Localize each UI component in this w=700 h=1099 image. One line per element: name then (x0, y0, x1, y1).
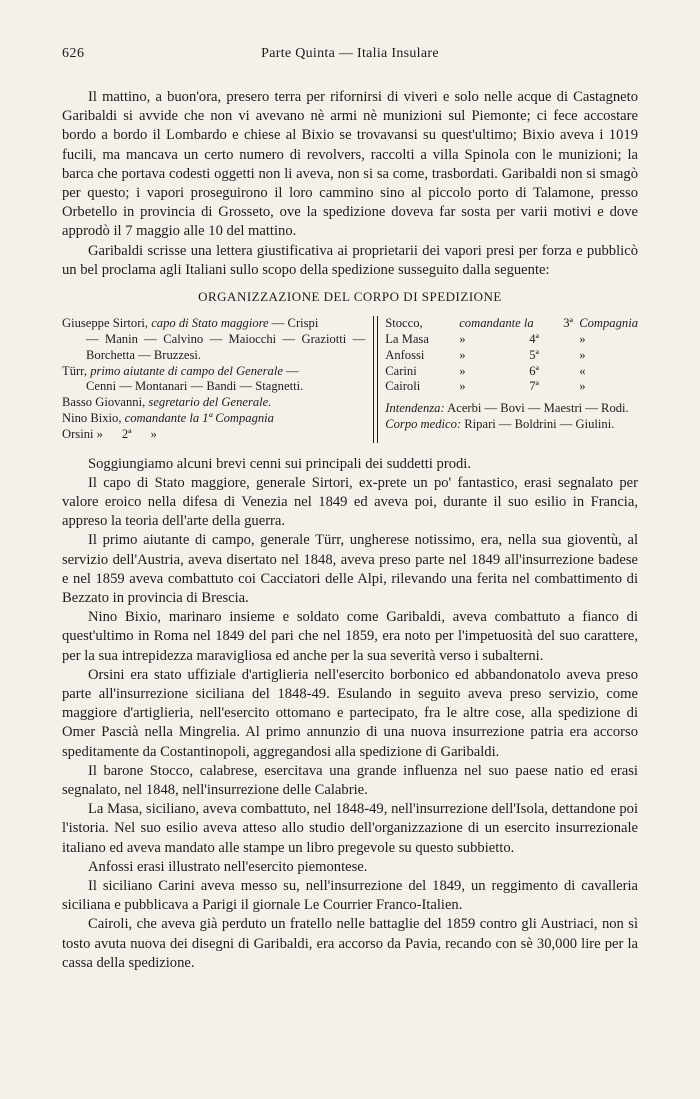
paragraph: Il mattino, a buon'ora, presero terra per rifornirsi di viveri e solo nelle acque di Castagneto Garibaldi si avvide che non vi avevano nè armi nè munizioni sul Piemonte; ci fece accostare bordo a bordo il Lombardo e chiese al Bixio se trovavansi su quest'ultimo; Bixio aveva i 1019 fucili, ma mancava un certo numero di revolvers, raccolti a villa Spinola con le munizioni; la barca che portava codesti oggetti non li aveva, non si sa come, trasbordati. Garibaldi non si smagò per questo; i vapori proseguirono il loro cammino sino al piccolo porto di Talamone, presso Orbetello in provincia di Grosseto, ove la spedizione doveva far sosta per varii motivi e dove approdò il 7 maggio alle 10 del mattino. (62, 89, 638, 240)
body-text (62, 88, 638, 973)
paragraph: Il barone Stocco, calabrese, esercitava una grande influenza nel suo paese natio ed erasi segnalato, nel 1848, nell'insurrezione delle Calabrie. (62, 762, 638, 799)
company-row: Anfossi » 5ª » (385, 347, 586, 362)
table-right-column (385, 316, 638, 442)
paragraph: Cairoli, che aveva già perduto un fratello nelle battaglie del 1859 contro gli Austriaci, non sì tosto avuta nuova dei disegni di Garibaldi, era accorso da Pavia, recando con sè 30,000 lire per la cassa della spedizione. (62, 916, 638, 971)
paragraph: Orsini era stato uffiziale d'artiglieria nell'esercito borbonico ed abbandonatolo aveva preso parte all'insurrezione siciliana del 1848-49. Esulando in seguito aveva preso servizio, come maggiore d'artiglieria, nell'esercito ottomano e partecipato, fra le altre cose, alla spedizione di Omer Pascià nella Mingrelia. Al primo annunzio di una nuova insurrezione patria era accorso speditamente da Costantinopoli, aggregandosi alla spedizione di Garibaldi. (62, 666, 638, 760)
table-entry: Nino Bixio, comandante la 1ª Compagnia (62, 411, 274, 426)
company-row: Stocco, comandante la 3ª Compagnia (385, 316, 638, 331)
table-entry: Türr, primo aiutante di campo del Generale — Cenni — Montanari — Bandi — Stagnetti. (62, 363, 304, 394)
company-row: La Masa » 4ª » (385, 332, 586, 347)
table-entry: Orsini » 2ª » (62, 426, 157, 441)
page-header (62, 46, 638, 68)
staff-entry: Corpo medico: Ripari — Boldrini — Giulini. (385, 417, 615, 432)
paragraph: Il siciliano Carini aveva messo su, nell'insurrezione del 1849, un reggimento di cavalleria siciliana e pubblicava a Parigi il giornale Le Courrier Franco-Italien. (62, 878, 638, 914)
paragraph: Il primo aiutante di campo, generale Türr, ungherese notissimo, era, nella sua gioventù, al servizio dell'Austria, aveva disertato nel 1848, aveva preso parte nel 1849 all'insurrezione badese e nel 1859 aveva combattuto coi Cacciatori delle Alpi, rilevando una ferita nel combattimento di Bezzato in provincia di Brescia. (62, 532, 638, 607)
page-number: 626 (62, 46, 85, 61)
paragraph: Soggiungiamo alcuni brevi cenni sui principali dei suddetti prodi. (88, 455, 472, 472)
column-divider (373, 316, 378, 442)
table-title: ORGANIZZAZIONE DEL CORPO DI SPEDIZIONE (198, 289, 502, 305)
paragraph: Il capo di Stato maggiore, generale Sirtori, ex-prete un po' fantastico, erasi segnalato per valore eroico nella difesa di Venezia nel 1849 ed aveva poi, durante il suo esilio in Francia, appreso la teoria dell'arte della guerra. (62, 474, 638, 530)
company-row: Cairoli » 7ª » (385, 379, 586, 394)
company-row: Carini » 6ª « (385, 363, 586, 378)
organization-table (62, 316, 638, 442)
table-left-column (62, 316, 369, 442)
running-title: Parte Quinta — Italia Insulare (261, 46, 439, 61)
table-entry: Giuseppe Sirtori, capo di Stato maggiore — Crispi — Manin — Calvino — Maiocchi — Graziotti — Borchetta — Bruzzesi. (62, 316, 366, 362)
paragraph: Garibaldi scrisse una lettera giustificativa ai proprietarii dei vapori presi per forza e pubblicò un bel proclama agli Italiani sullo scopo della spedizione susseguito dalla seguente: (62, 242, 638, 278)
staff-entry: Intendenza: Acerbi — Bovi — Maestri — Rodi. (385, 401, 629, 416)
paragraph: Anfossi erasi illustrato nell'esercito piemontese. (88, 858, 368, 875)
table-entry: Basso Giovanni, segretario del Generale. (62, 395, 272, 410)
paragraph: Nino Bixio, marinaro insieme e soldato come Garibaldi, aveva combattuto a fianco di quest'ultimo in Roma nel 1849 del pari che nel 1859, era noto per l'impetuosità del suo carattere, per la sua intrepidezza maravigliosa ed anche per la sua severità verso i subalterni. (62, 609, 638, 664)
paragraph: La Masa, siciliano, aveva combattuto, nel 1848-49, nell'insurrezione dell'Isola, dettandone poi l'istoria. Nel suo esilio aveva atteso allo studio dell'organizzazione di un esercito insurrezionale italiano ed aveva mandato alle stampe un libro pregevole su questo subbietto. (62, 801, 638, 856)
